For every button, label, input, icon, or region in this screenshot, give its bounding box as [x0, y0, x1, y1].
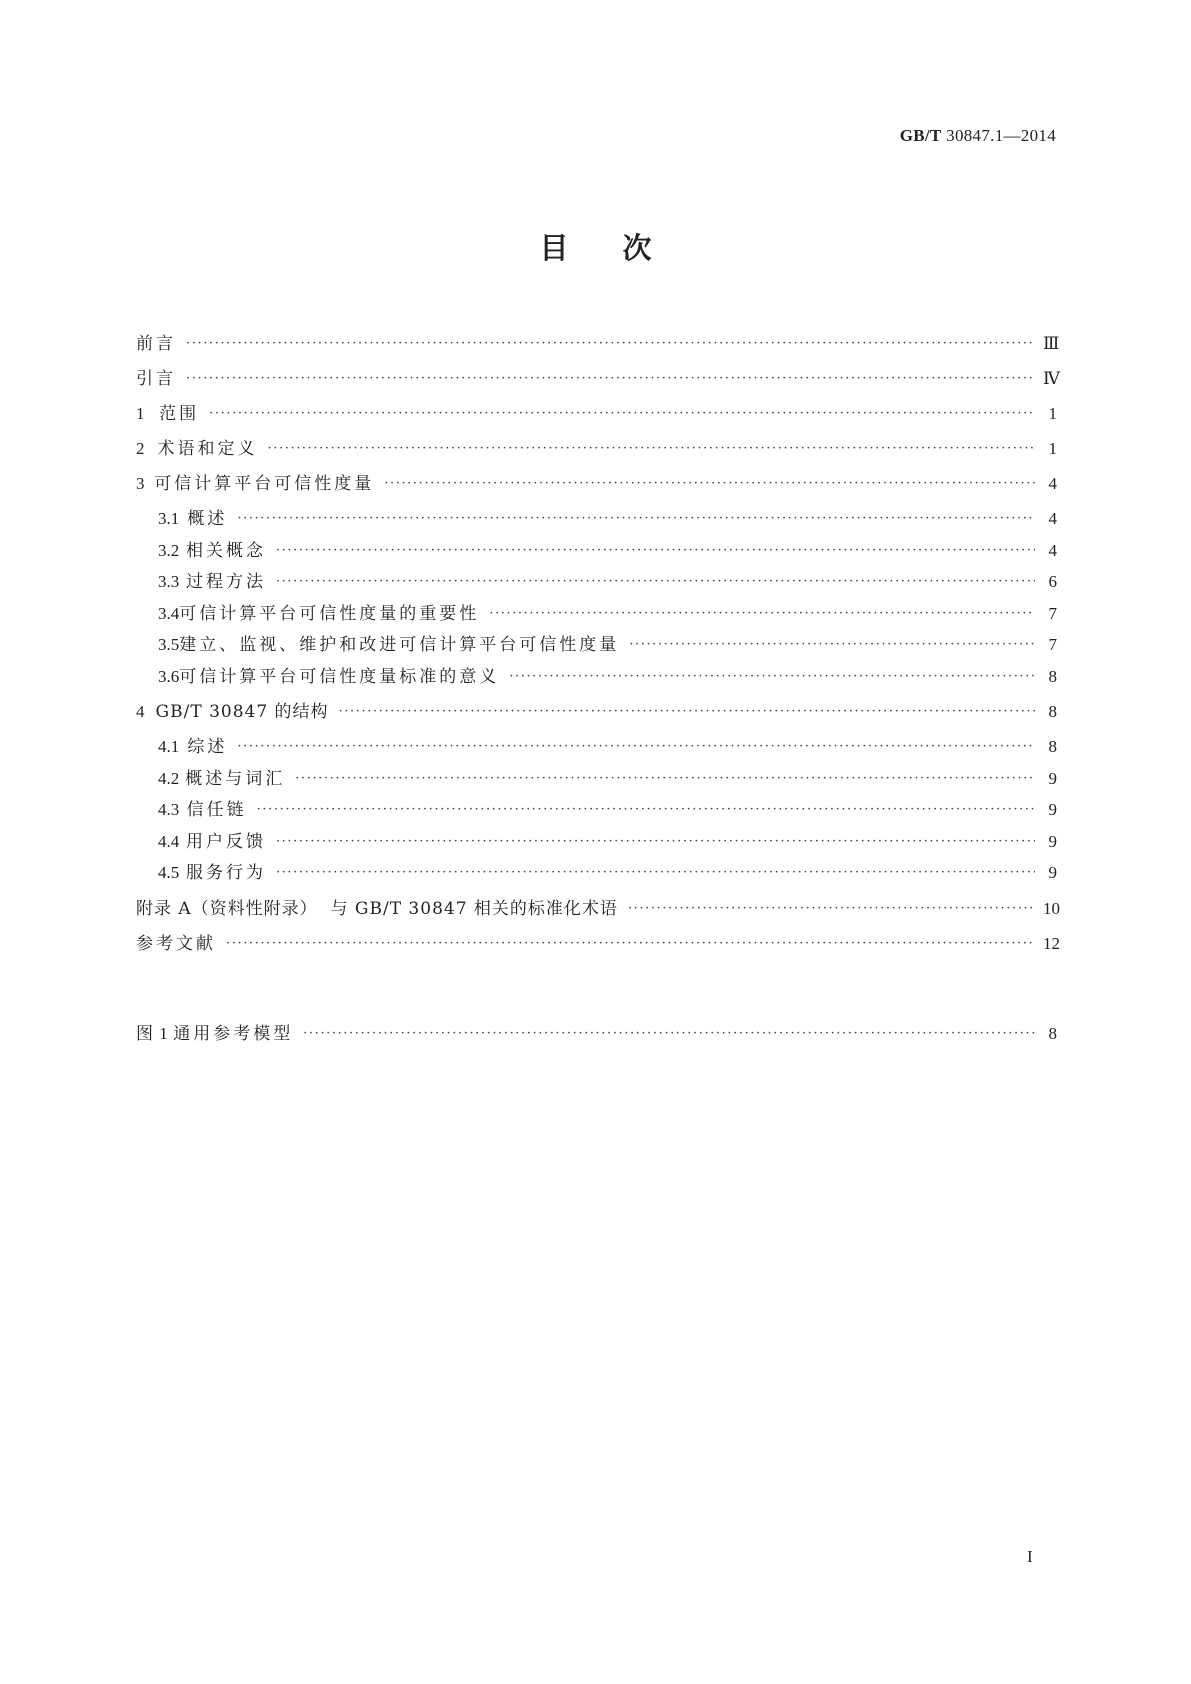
toc-page: 4 [1048, 540, 1057, 560]
toc-label: 参考文献 [136, 933, 216, 954]
toc-label: 概述与词汇 [185, 768, 286, 789]
toc-label: 术语和定义 [157, 439, 258, 459]
toc-number: 3 [136, 474, 145, 493]
toc-label: GB/T 30847 的结构 [155, 702, 329, 722]
toc-page: 6 [1048, 572, 1057, 591]
toc-page: 4 [1048, 474, 1057, 493]
toc-page: 4 [1048, 509, 1057, 528]
toc-entry-introduction[interactable] [136, 363, 1060, 394]
page-number: I [1027, 1547, 1033, 1566]
toc-leader [295, 763, 1035, 795]
toc-number: 3.2 [158, 540, 180, 560]
toc-leader [303, 1018, 1035, 1049]
toc-entry-4-2[interactable] [136, 763, 1057, 795]
toc-number: 4.5 [158, 863, 180, 882]
toc-leader [186, 328, 1035, 359]
toc-label: 相关概念 [185, 540, 266, 561]
toc-label: 建立、监视、维护和改进可信计算平台可信性度量 [179, 635, 620, 655]
toc-number: 4 [136, 702, 145, 721]
toc-entry-4-1[interactable] [136, 731, 1057, 763]
toc-leader [384, 468, 1035, 499]
page-title: 目次 [539, 231, 706, 265]
toc-leader [339, 696, 1035, 727]
table-of-contents [136, 328, 1060, 963]
toc-label: 前言 [136, 334, 176, 354]
list-of-figures [136, 1018, 1057, 1053]
toc-entry-3-1[interactable] [136, 503, 1057, 535]
toc-entry-3-4[interactable] [136, 598, 1057, 630]
toc-page: 8 [1048, 737, 1057, 756]
toc-entry-3-5[interactable] [136, 629, 1057, 661]
toc-entry-4-3[interactable] [136, 794, 1057, 826]
toc-leader [276, 826, 1035, 858]
toc-entry-scope[interactable] [136, 398, 1057, 429]
toc-label: 可信计算平台可信性度量的重要性 [179, 603, 480, 624]
toc-label: 服务行为 [185, 863, 266, 883]
toc-leader [226, 928, 1035, 959]
toc-number: 3.5 [158, 635, 180, 654]
toc-leader [276, 535, 1035, 567]
toc-number: 1 [136, 404, 145, 423]
toc-page: 7 [1048, 603, 1057, 623]
toc-entry-3-3[interactable] [136, 566, 1057, 598]
toc-page: 9 [1048, 768, 1057, 788]
toc-entry-3-2[interactable] [136, 535, 1057, 567]
toc-leader [237, 503, 1035, 535]
standard-prefix: GB/T [899, 126, 942, 145]
toc-leader [489, 598, 1035, 630]
toc-entry-foreword[interactable] [136, 328, 1060, 359]
toc-page: 1 [1048, 439, 1057, 458]
toc-leader [628, 893, 1035, 924]
figure-number: 图 1 [136, 1024, 169, 1043]
toc-number: 3.1 [158, 509, 180, 528]
toc-page: 8 [1048, 666, 1057, 686]
standard-code [900, 126, 1056, 146]
toc-leader [257, 794, 1035, 826]
toc-label: 范围 [159, 404, 200, 424]
figure-label: 通用参考模型 [173, 1024, 294, 1044]
toc-leader [629, 629, 1035, 661]
toc-number: 4.2 [158, 768, 180, 788]
toc-page: 8 [1048, 1024, 1057, 1043]
toc-label: 信任链 [186, 800, 247, 820]
toc-entry-section-3[interactable] [136, 468, 1057, 499]
toc-leader [237, 731, 1035, 763]
toc-number: 3.3 [158, 572, 180, 591]
toc-page: 8 [1048, 702, 1057, 721]
toc-entry-3-6[interactable] [136, 661, 1057, 693]
toc-number: 4.3 [158, 800, 180, 819]
toc-entry-bibliography[interactable] [136, 928, 1060, 959]
standard-number: 30847.1—2014 [946, 126, 1056, 145]
toc-page: Ⅲ [1043, 334, 1060, 353]
toc-leader [268, 433, 1035, 464]
toc-page: 10 [1043, 898, 1060, 918]
toc-entry-section-4[interactable] [136, 696, 1057, 727]
figure-entry-1[interactable] [136, 1018, 1057, 1049]
toc-page: 1 [1048, 404, 1057, 423]
toc-number: 2 [136, 439, 145, 458]
toc-page: Ⅳ [1043, 369, 1060, 388]
toc-number: 3.4 [158, 603, 180, 623]
toc-page: 7 [1048, 635, 1057, 654]
toc-leader [186, 363, 1035, 394]
toc-number: 4.4 [158, 831, 180, 851]
toc-number: 4.1 [158, 737, 180, 756]
toc-label: 引言 [136, 369, 176, 389]
toc-label: 概述 [187, 509, 228, 529]
toc-page: 9 [1048, 831, 1057, 851]
toc-label: 可信计算平台可信性度量标准的意义 [179, 666, 500, 687]
toc-leader [276, 566, 1035, 598]
toc-label: 附录 A（资料性附录） 与 GB/T 30847 相关的标准化术语 [136, 898, 618, 919]
toc-number: 3.6 [158, 666, 180, 686]
toc-entry-4-4[interactable] [136, 826, 1057, 858]
toc-page: 9 [1048, 863, 1057, 882]
toc-leader [509, 661, 1035, 693]
toc-leader [276, 857, 1035, 889]
toc-page: 12 [1043, 933, 1060, 953]
toc-page: 9 [1048, 800, 1057, 819]
toc-leader [209, 398, 1035, 429]
toc-entry-terms[interactable] [136, 433, 1057, 464]
toc-label: 过程方法 [185, 572, 266, 592]
toc-label: 综述 [187, 737, 228, 757]
toc-entry-annex-a[interactable] [136, 893, 1060, 924]
toc-entry-4-5[interactable] [136, 857, 1057, 889]
toc-label: 可信计算平台可信性度量 [154, 474, 375, 494]
toc-label: 用户反馈 [185, 831, 266, 852]
